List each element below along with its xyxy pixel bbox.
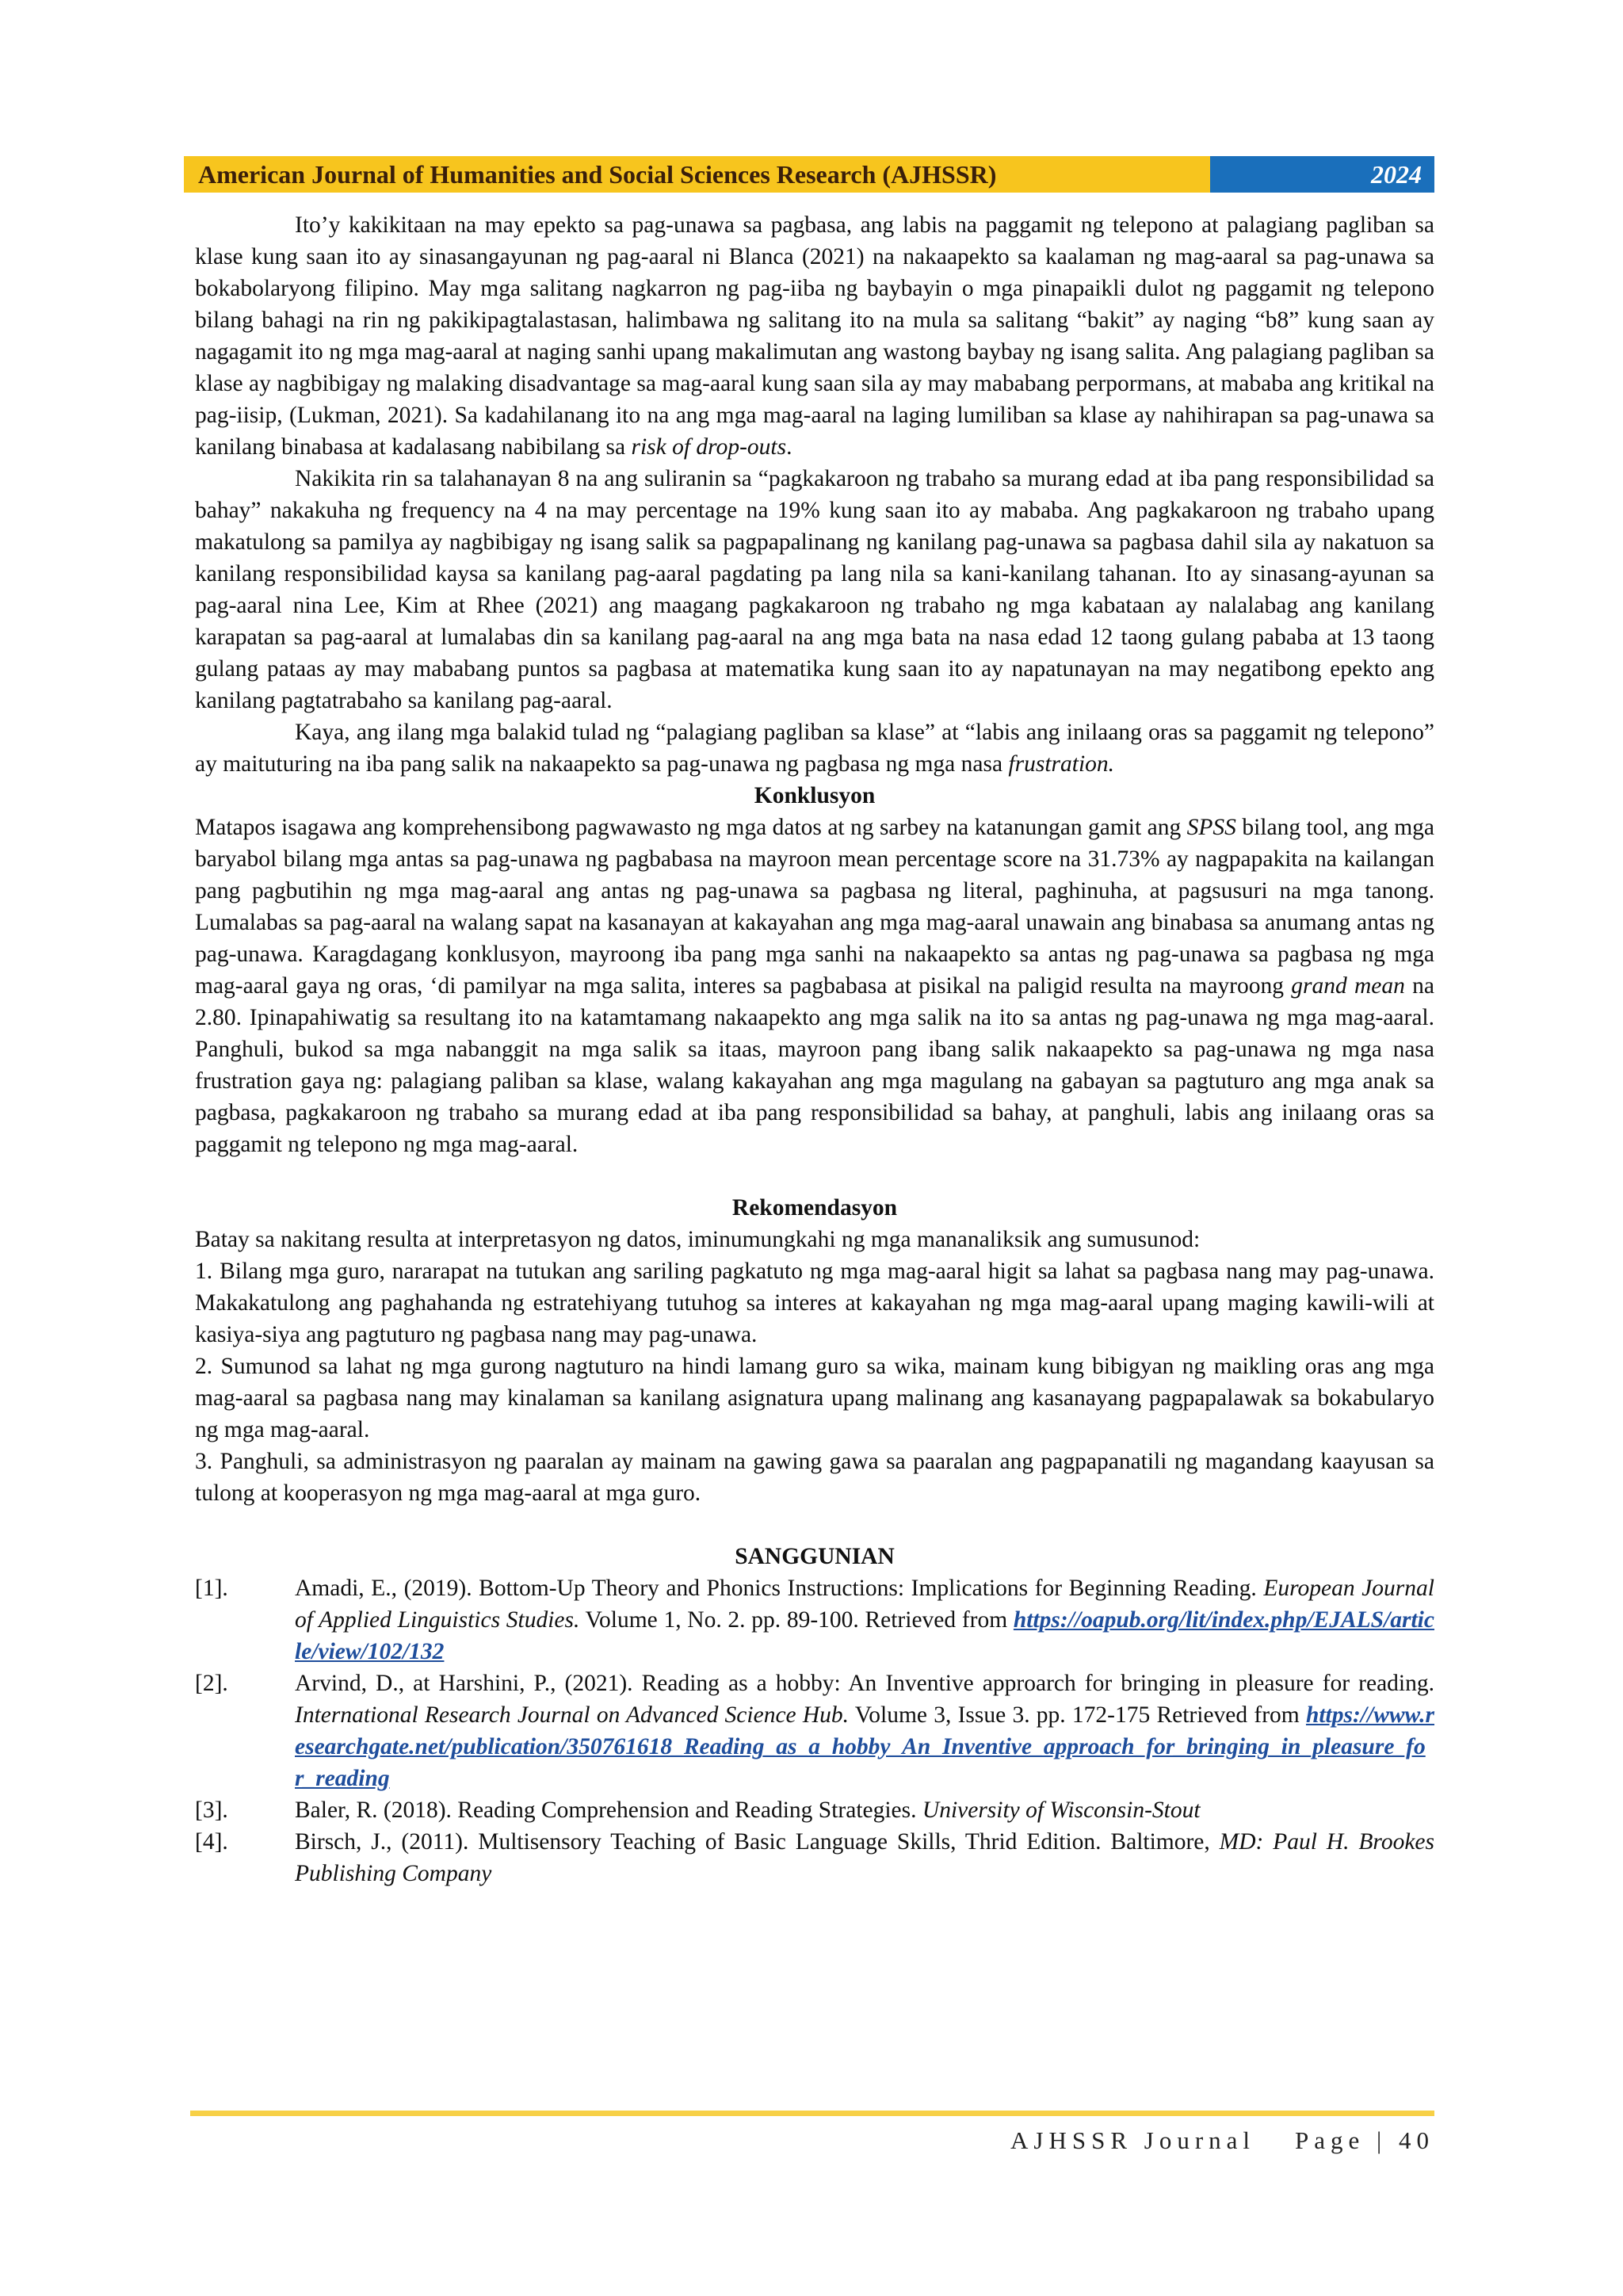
rekomendasyon-item-1: 1. Bilang mga guro, nararapat na tutukan ang sariling pagkatuto ng mga mag-aaral higit sa lahat sa pagbasa nang may pag-unawa. Makakatulong ang paghahanda ng estratehiyang tutuhog sa interes at kakayahan ng mga mag-aaral upang maging kawili-wili at kasiya-siya ang pagtuturo ng pagbasa nang may pag-unawa. [195,1259,1434,1347]
rekomendasyon-item-3: 3. Panghuli, sa administrasyon ng paaralan ay mainam na gawing gawa sa paaralan ang pagpapanatili ng magandang kaayusan sa tulong at kooperasyon ng mga mag-aaral at mga guro. [195,1449,1434,1506]
reference-1: [1]. Amadi, E., (2019). Bottom-Up Theory and Phonics Instructions: Implications for Beginning Reading. European Journal of Applied Linguistics Studies. Volume 1, No. 2. pp. 89-100. Retrieved from https://oapub.org/lit/index.php/EJALS/article/view/102/132 [195,1576,1434,1664]
paragraph-1: Ito’y kakikitaan na may epekto sa pag-unawa sa pagbasa, ang labis na paggamit ng telepono at palagiang pagliban sa klase kung saan ito ay sinasangayunan ng pag-aaral ni Blanca (2021) na nakaapekto sa kaalaman ng mag-aaral sa pag-unawa sa bokabolaryong filipino. May mga salitang nagkarron ng pag-iiba ng baybayin o mga pinapaikli dulot ng paggamit ng telepono bilang bahagi na rin ng pakikipagtalastasan, halimbawa ng salitang ito na mula sa salitang “bakit” ay naging “b8” kung saan ay nagagamit ito ng mga mag-aaral at naging sanhi upang makalimutan ang wastong baybay ng isang salita. Ang palagiang pagliban sa klase ay nagbibigay ng malaking disadvantage sa mag-aaral kung saan sila ay may mababang perpormans, at mababa ang kritikal na pag-iisip, (Lukman, 2021). Sa kadahilanang ito na ang mga mag-aaral na laging lumiliban sa klase ay nahihirapan sa pag-unawa sa kanilang binabasa at kadalasang nabibilang sa risk of drop-outs. [195,212,1434,460]
rekomendasyon-item-2: 2. Sumunod sa lahat ng mga gurong nagtuturo na hindi lamang guro sa wika, mainam kung bibigyan ng maikling oras ang mga mag-aaral sa pagbasa nang may kinalaman sa kanilang asignatura upang malinang ang kasanayang pagpapalawak sa bokabularyo ng mga mag-aaral. [195,1354,1434,1442]
rekomendasyon-intro: Batay sa nakitang resulta at interpretasyon ng datos, iminumungkahi ng mga mananaliksik ang sumusunod: [195,1227,1201,1252]
heading-sanggunian: SANGGUNIAN [735,1544,895,1569]
heading-konklusyon: Konklusyon [754,783,876,808]
reference-link[interactable]: https://oapub.org/lit/index.php/EJALS/article/view/102/132 [295,1607,1434,1664]
emphasis-risk: risk of drop-outs [631,434,787,460]
page-number: Page | 40 [1295,2126,1434,2154]
journal-year: 2024 [1210,156,1434,193]
reference-link[interactable]: https://www.researchgate.net/publication/350761618_Reading_as_a_hobby_An_Inventive_approach_for_bringing_in_pleasure_for_reading [295,1702,1434,1791]
paragraph-2: Nakikita rin sa talahanayan 8 na ang suliranin sa “pagkakaroon ng trabaho sa murang edad at iba pang responsibilidad sa bahay” nakakuha ng frequency na 4 na may percentage na 19% kung saan ito ay mababa. Ang pagkakaroon ng trabaho upang makatulong sa pamilya ay nagbibigay ng isang salik sa pagpapalinang ng kanilang pag-unawa sa pagbasa dahil sila ay nakatuon sa kanilang responsibilidad kaysa sa kanilang pag-aaral pagdating pa lang nila sa kani-kanilang tahanan. Ito ay sinasang-ayunan sa pag-aaral nina Lee, Kim at Rhee (2021) ang maagang pagkakaroon ng trabaho ng mga kabataan ay nalalabag ang kanilang karapatan sa pag-aaral at lumalabas din sa kanilang pag-aaral na ang mga bata na nasa edad 12 taong gulang pababa at 13 taong gulang pataas ay may mababang puntos sa pagbasa at matematika kung saan ito ay napatunayan na may negatibong epekto ang kanilang pagtatrabaho sa kanilang pag-aaral. [195,466,1434,713]
page-content [195,209,1434,1889]
reference-3: [3]. Baler, R. (2018). Reading Comprehension and Reading Strategies. University of Wisconsin-Stout [195,1797,1201,1823]
paragraph-konklusyon: Matapos isagawa ang komprehensibong pagwawasto ng mga datos at ng sarbey na katanungan gamit ang SPSS bilang tool, ang mga baryabol bilang mga antas sa pag-unawa ng pagbabasa na mayroon mean percentage score na 31.73% ay nagpapakita na kailangan pang pagbutihin ng mga mag-aaral ang antas ng pag-unawa sa pagbasa ng literal, paghinuha, at pagsusuri na mga tanong. Lumalabas sa pag-aaral na walang sapat na kasanayan at kakayahan ang mga mag-aaral unawain ang binabasa sa anumang antas ng pag-unawa. Karagdagang konklusyon, mayroong iba pang mga sanhi na nakaapekto sa antas ng pag-unawa sa pagbasa ng mga mag-aaral gaya ng oras, ‘di pamilyar na mga salita, interes sa pagbabasa at pisikal na paligid resulta na mayroong grand mean na 2.80. Ipinapahiwatig sa resultang ito na katamtamang nakaapekto ang mga salik na ito sa antas ng pag-unawa ng mga mag-aaral. Panghuli, bukod sa mga nabanggit na mga salik sa itaas, mayroon pang ibang salik nakaapekto sa pag-unawa ng mga nasa frustration gaya ng: palagiang paliban sa klase, walang kakayahan ang mga magulang na gabayan sa pagtuturo ang mga anak sa pagbasa, pagkakaroon ng trabaho sa murang edad at iba pang responsibilidad sa bahay, at panghuli, labis ang inilaang oras sa paggamit ng telepono ng mga mag-aaral. [195,815,1434,1157]
journal-header [184,156,1434,193]
emphasis-frustration: frustration. [1008,751,1115,777]
journal-title: American Journal of Humanities and Social Sciences Research (AJHSSR) [184,156,1210,193]
footer-journal: AJHSSR Journal [1010,2126,1256,2154]
reference-2: [2]. Arvind, D., at Harshini, P., (2021). Reading as a hobby: An Inventive approarch for bringing in pleasure for reading. International Research Journal on Advanced Science Hub. Volume 3, Issue 3. pp. 172-175 Retrieved from https://www.researchgate.net/publication/350761618_Reading_as_a_hobby_An_Inventive_approach_for_bringing_in_pleasure_for_reading [195,1671,1434,1791]
heading-rekomendasyon: Rekomendasyon [731,1195,898,1221]
page-footer [1010,2126,1434,2155]
paragraph-3: Kaya, ang ilang mga balakid tulad ng “palagiang pagliban sa klase” at “labis ang inilaang oras sa paggamit ng telepono” ay maituturing na iba pang salik na nakaapekto sa pag-unawa ng pagbasa ng mga nasa frustration. [195,720,1434,777]
footer-rule [190,2111,1434,2116]
reference-4: [4]. Birsch, J., (2011). Multisensory Teaching of Basic Language Skills, Thrid Edition. Baltimore, MD: Paul H. Brookes Publishing Company [195,1829,1434,1886]
